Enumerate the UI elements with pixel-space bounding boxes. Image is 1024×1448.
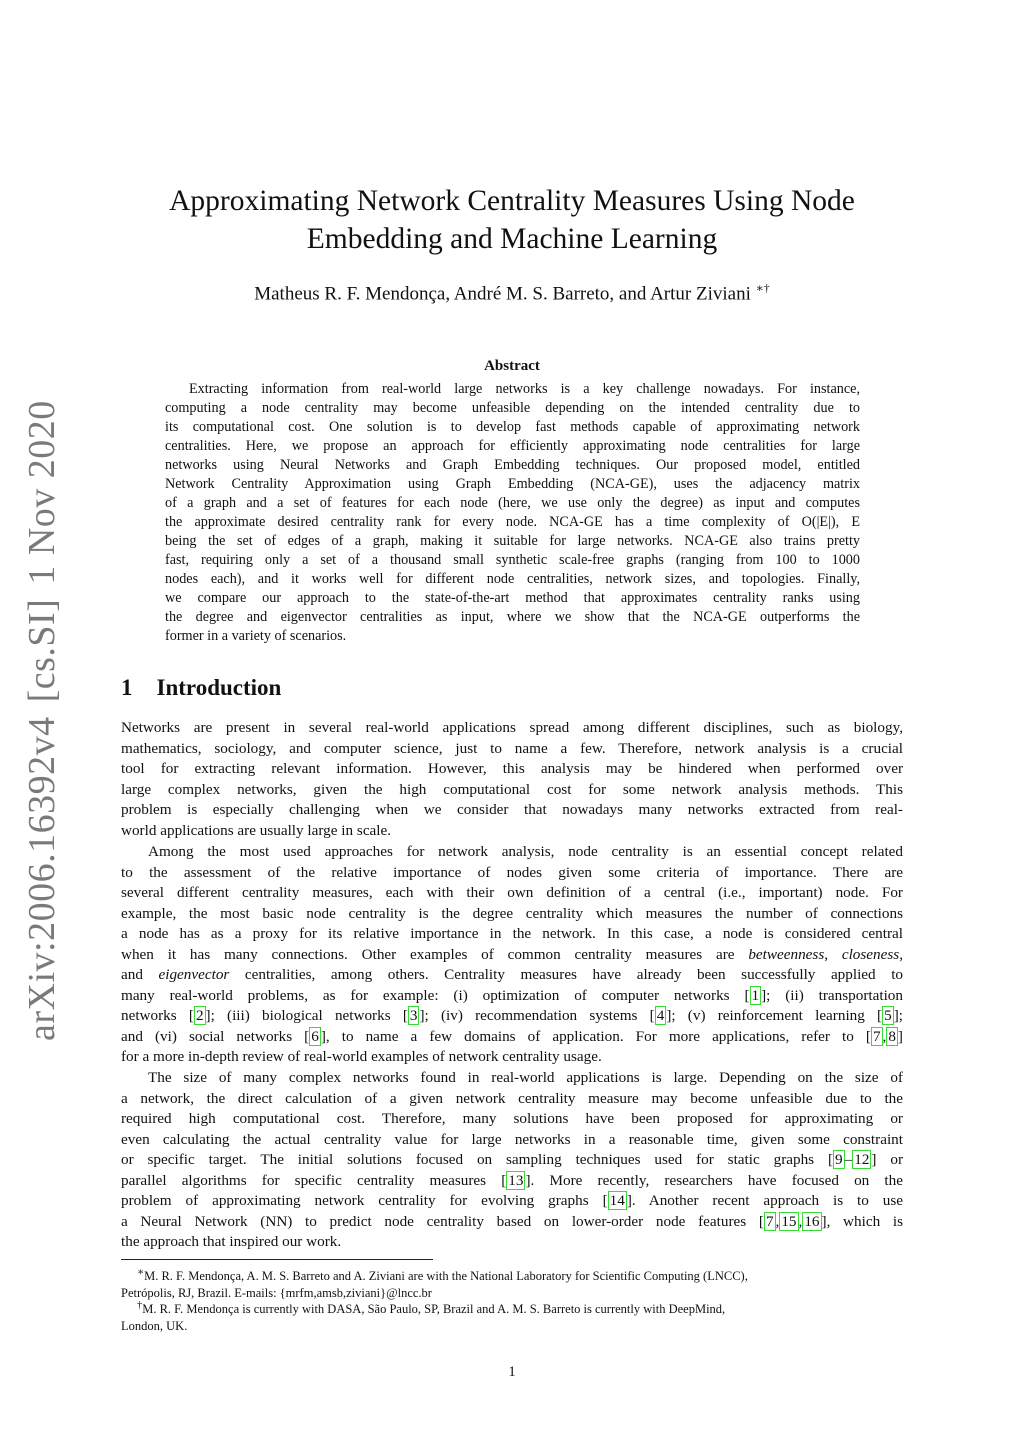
paragraph-line: problem of approximating network centrality for evolving graphs [ 14 ]. Another recent approach is to use xyxy=(121,1192,903,1209)
text-run: many real-world problems, as for example: (i) optimization of computer networks xyxy=(121,986,730,1004)
section-title: Introduction xyxy=(156,675,282,700)
abstract-line: Network Centrality Approximation using Graph Embedding (NCA-GE), uses the adjacency matrix xyxy=(165,476,860,492)
paragraph-line: problem is especially challenging when we consider that nowadays many networks extracted from real- xyxy=(121,801,903,818)
paragraph-line xyxy=(121,945,903,966)
paragraph-line: a node has as a proxy for its relative importance in the network. In this case, a node is considered central xyxy=(121,925,903,942)
arxiv-date: 1 Nov 2020 xyxy=(21,400,63,585)
abstract-line: centralities. Here, we propose an approach for efficiently approximating node centralities for large xyxy=(165,438,860,454)
arxiv-id: arXiv:2006.16392v4 xyxy=(21,716,63,1041)
text-run: networks xyxy=(121,1007,177,1024)
paragraph-line: a Neural Network (NN) to predict node centrality based on lower-order node features [ 7 , 15 , 16 ], which is xyxy=(121,1212,903,1230)
abstract-line: computing a node centrality may become unfeasible depending on the intended centrality due to xyxy=(165,400,860,416)
citation-link[interactable]: 13 xyxy=(508,1171,524,1189)
citation-link[interactable]: 7 xyxy=(872,1027,881,1045)
paragraph-line: world applications are usually large in scale. xyxy=(121,821,392,839)
citation-link[interactable]: 14 xyxy=(609,1192,625,1209)
text-run: or xyxy=(890,1151,904,1168)
paragraph-line xyxy=(121,965,903,986)
abstract-line: we compare our approach to the state-of-the-art method that approximates centrality ranks using xyxy=(165,590,860,606)
citation-link[interactable]: 6 xyxy=(311,1027,319,1045)
text-run: and (vi) social networks xyxy=(121,1027,293,1045)
paragraph-line: and (vi) social networks [ 6 ], to name a few domains of application. For more applications, refer to [ 7 , 8 ] xyxy=(121,1027,903,1045)
intro-paragraph-1 xyxy=(121,718,903,841)
abstract-line: the degree and eigenvector centralities as input, where we show that the NCA-GE outperforms the xyxy=(165,609,860,625)
abstract-line: nodes each), and it works well for different node centralities, network sizes, and topologies. Finally, xyxy=(165,571,860,587)
title-line: Approximating Network Centrality Measures Using Node xyxy=(169,185,855,217)
text-run: ; (v) reinforcement learning xyxy=(671,1007,865,1024)
text-run: problem of approximating network centrality for evolving graphs xyxy=(121,1192,589,1209)
paragraph-line: for a more in-depth review of real-world examples of network centrality usage. xyxy=(121,1048,602,1065)
paragraph-line: Networks are present in several real-world applications spread among different disciplines, such as biology, xyxy=(121,719,903,736)
text-run: ; (iii) biological networks xyxy=(210,1007,391,1024)
citation-link[interactable]: 15 xyxy=(781,1212,797,1230)
citation-link[interactable]: 12 xyxy=(854,1151,870,1168)
abstract-line: the approximate desired centrality rank for every node. NCA-GE has a time complexity of O(|E|), E xyxy=(165,514,860,530)
paragraph-line: a network, the direct calculation of a given network centrality measure may become unfeasible due to the xyxy=(121,1089,903,1107)
footnote-line xyxy=(121,1297,903,1318)
citation-separator: , xyxy=(882,1027,887,1045)
text-run: when it has many connections. Other examples of common centrality measures are xyxy=(121,945,735,963)
paragraph-line: networks [ 2 ]; (iii) biological networks [ 3 ]; (iv) recommendation systems [ 4 ]; (v) reinforcement learning [ 5 ]; xyxy=(121,1007,904,1024)
footnote-mark: † xyxy=(137,1300,143,1311)
emphasis-betweenness: betweenness xyxy=(748,945,825,963)
text-run: , xyxy=(824,945,829,963)
footnote-line: London, UK. xyxy=(121,1319,188,1334)
paragraph-line: tool for extracting relevant information. However, this analysis may be hindered when performed over xyxy=(121,760,903,777)
footnote-separator xyxy=(121,1259,433,1260)
page-number: 1 xyxy=(508,1364,516,1380)
footnote-line xyxy=(121,1264,903,1285)
paragraph-line: The size of many complex networks found in real-world applications is large. Depending on the size of xyxy=(148,1069,903,1086)
text-run: and xyxy=(121,966,143,983)
arxiv-category: [cs.SI] xyxy=(21,598,63,703)
citation-link[interactable]: 4 xyxy=(656,1007,665,1024)
paragraph-line: or specific target. The initial solutions focused on sampling techniques used for static graphs [ 9 – 12 ] or xyxy=(121,1151,904,1168)
text-run: , which is xyxy=(826,1212,903,1230)
arxiv-identifier-stamp xyxy=(20,386,64,1041)
footnote-2 xyxy=(121,1297,903,1335)
citation-separator: – xyxy=(844,1151,853,1168)
footnote-line: Petrópolis, RJ, Brazil. E-mails: {mrfm,amsb,ziviani}@lncc.br xyxy=(121,1286,432,1301)
text-run: M. R. F. Mendonça, A. M. S. Barreto and A. Ziviani are with the National Laboratory for Scientific Computing (LNCC), xyxy=(144,1269,748,1284)
text-run: , xyxy=(899,945,903,963)
citation-separator: , xyxy=(775,1212,780,1230)
paragraph-line: even calculating the actual centrality value for large networks in a reasonable time, given some constraint xyxy=(121,1130,903,1148)
section-heading-introduction xyxy=(121,675,281,701)
section-number: 1 xyxy=(121,675,133,700)
citation-link[interactable]: 16 xyxy=(804,1212,820,1230)
author-list xyxy=(150,281,874,305)
citation-link[interactable]: 3 xyxy=(409,1007,418,1024)
abstract-line: Extracting information from real-world large networks is a key challenge nowadays. For instance, xyxy=(189,381,860,397)
paragraph-line: the approach that inspired our work. xyxy=(121,1233,342,1250)
abstract-line: its computational cost. One solution is to develop fast methods capable of approximating network xyxy=(165,419,860,435)
paragraph-line: to the assessment of the relative importance of nodes given some criteria of importance. There are xyxy=(121,863,903,881)
text-run: ; (iv) recommendation systems xyxy=(424,1007,638,1024)
abstract-line: networks using Neural Networks and Graph Embedding techniques. Our proposed model, entitled xyxy=(165,457,860,473)
intro-paragraph-2 xyxy=(121,842,903,1068)
citation-link[interactable]: 9 xyxy=(835,1151,843,1168)
abstract-line: fast, requiring only a set of a thousand small synthetic scale-free graphs (ranging from 100 to 1000 xyxy=(165,552,860,568)
intro-paragraph-3 xyxy=(121,1068,903,1253)
author-names: Matheus R. F. Mendonça, André M. S. Barreto, and Artur Ziviani xyxy=(254,283,751,305)
text-run: M. R. F. Mendonça is currently with DASA, São Paulo, SP, Brazil and A. M. S. Barreto is currently with DeepMind, xyxy=(142,1302,726,1317)
abstract-body xyxy=(165,380,860,646)
abstract-line: being the set of edges of a graph, making it suitable for large networks. NCA-GE also trains pretty xyxy=(165,533,860,549)
title-line: Embedding and Machine Learning xyxy=(306,223,718,255)
paragraph-line: parallel algorithms for specific centrality measures [ 13 ]. More recently, researchers have focused on the xyxy=(121,1171,903,1189)
emphasis-eigenvector: eigenvector xyxy=(158,966,230,983)
text-run: or specific target. The initial solutions focused on sampling techniques used for static graphs xyxy=(121,1151,815,1168)
text-run: . More recently, researchers have focused on the xyxy=(530,1171,903,1189)
author-footnote-marks[interactable]: ∗† xyxy=(755,281,770,295)
text-run: ; (ii) transportation xyxy=(766,986,903,1004)
citation-link[interactable]: 8 xyxy=(888,1027,896,1045)
abstract-heading: Abstract xyxy=(484,358,540,374)
text-run: , to name a few domains of application. For more applications, refer to xyxy=(325,1027,854,1045)
text-run: centralities, among others. Centrality measures have already been successfully applied to xyxy=(244,966,904,983)
abstract-line: former in a variety of scenarios. xyxy=(165,628,347,644)
citation-link[interactable]: 2 xyxy=(195,1007,204,1024)
paper-title xyxy=(150,182,874,258)
citation-separator: , xyxy=(798,1212,803,1230)
paragraph-line: large complex networks, given the high computational cost for some network analysis methods. This xyxy=(121,780,903,798)
footnote-mark: ∗ xyxy=(137,1267,145,1278)
emphasis-closeness: closeness xyxy=(841,945,900,963)
text-run: parallel algorithms for specific centrality measures xyxy=(121,1171,487,1189)
paragraph-line: required high computational cost. Therefore, many solutions have been proposed for approximating or xyxy=(121,1110,903,1127)
citation-link[interactable]: 7 xyxy=(765,1212,774,1230)
paragraph-line: many real-world problems, as for example: (i) optimization of computer networks [ 1 ]; (ii) transportation xyxy=(121,986,903,1004)
text-run: a Neural Network (NN) to predict node centrality based on lower-order node features xyxy=(121,1212,747,1230)
text-run: . Another recent approach is to use xyxy=(631,1192,903,1209)
paragraph-line: several different centrality measures, each with their own definition of a central (i.e., important) node. For xyxy=(121,884,903,901)
abstract-line: of a graph and a set of features for each node (here, we use only the degree) as input and computes xyxy=(165,495,860,511)
paragraph-line: Among the most used approaches for network analysis, node centrality is an essential concept related xyxy=(148,843,903,860)
paragraph-line: example, the most basic node centrality is the degree centrality which measures the number of connections xyxy=(121,904,903,922)
citation-link[interactable]: 5 xyxy=(884,1007,892,1024)
paragraph-line: mathematics, sociology, and computer science, just to name a few. Therefore, network analysis is a crucial xyxy=(121,739,903,757)
citation-link[interactable]: 1 xyxy=(751,986,760,1004)
text-run: ; xyxy=(898,1007,904,1024)
